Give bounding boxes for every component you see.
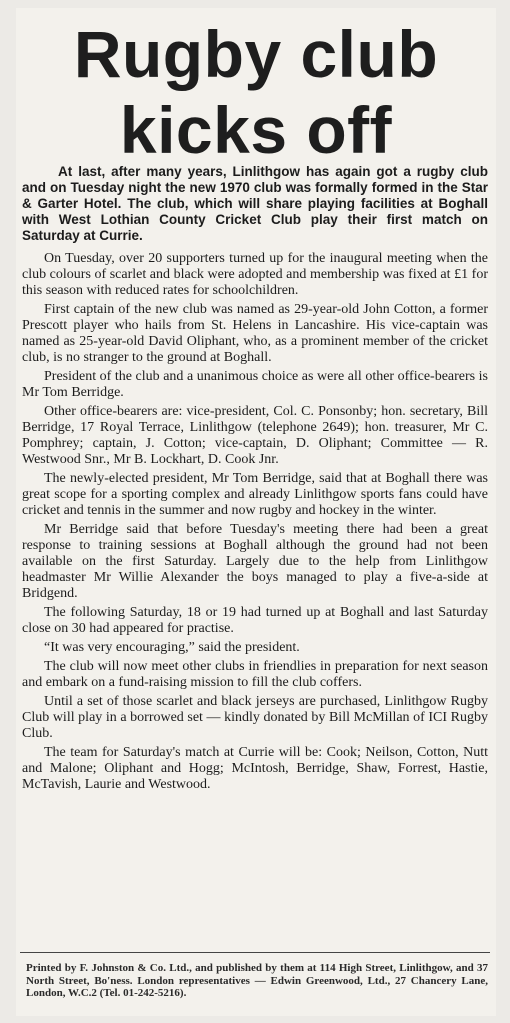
- paragraph-practise: The following Saturday, 18 or 19 had turned up at Boghall and last Saturday close on 30 had appeared for practise.: [22, 605, 488, 636]
- newspaper-clipping: [16, 8, 496, 1016]
- paragraph-sporting-complex: The newly-elected president, Mr Tom Berridge, said that at Boghall there was great scope for a sporting complex and already Linlithgow sports fans could have cricket and tennis in the summer and now rugby and hockey in the winter.: [22, 471, 488, 518]
- lead-paragraph: At last, after many years, Linlithgow has again got a rugby club and on Tuesday night the new 1970 club was formally formed in the Star & Garter Hotel. The club, which will share playing facilities at Boghall with West Lothian County Cricket Club play their first match on Saturday at Currie.: [22, 164, 488, 243]
- paragraph-office-bearers: Other office-bearers are: vice-president, Col. C. Ponsonby; hon. secretary, Bill Berridge, 17 Royal Terrace, Linlithgow (telephone 2649); hon. treasurer, Mr C. Pomphrey; captain, J. Cotton; vice-captain, D. Oliphant; Committee — R. Westwood Snr., Mr B. Lockhart, D. Cook Jnr.: [22, 404, 488, 467]
- headline-line-2: kicks off: [119, 93, 393, 167]
- paragraph-jerseys: Until a set of those scarlet and black jerseys are purchased, Linlithgow Rugby Club will play in a borrowed set — kindly donated by Bill McMillan of ICI Rugby Club.: [22, 694, 488, 741]
- paragraph-quote: “It was very encouraging,” said the president.: [44, 640, 300, 655]
- paragraph-supporters: On Tuesday, over 20 supporters turned up for the inaugural meeting when the club colours of scarlet and black were adopted and membership was fixed at £1 for this season with reduced rates for schoolchildren.: [22, 251, 488, 298]
- printer-imprint: Printed by F. Johnston & Co. Ltd., and published by them at 114 High Street, Linlithgow, and 37 North Street, Bo'ness. London representatives — Edwin Greenwood, Ltd., 27 Chancery Lane, London, W.C.2 (Tel. 01-242-5216).: [26, 962, 488, 1000]
- paragraph-friendlies: The club will now meet other clubs in friendlies in preparation for next season and embark on a fund-raising mission to fill the club coffers.: [22, 659, 488, 690]
- article-body: [22, 164, 488, 796]
- headline-line-1: Rugby club: [73, 17, 439, 91]
- paragraph-president: President of the club and a unanimous choice as were all other office-bearers is Mr Tom Berridge.: [22, 369, 488, 400]
- paragraph-team: The team for Saturday's match at Currie will be: Cook; Neilson, Cotton, Nutt and Malone; Oliphant and Hogg; McIntosh, Berridge, Shaw, Forrest, Hastie, McTavish, Laurie and Westwood.: [22, 745, 488, 792]
- footer-divider: [20, 952, 490, 953]
- headline: [16, 16, 496, 168]
- paragraph-captain: First captain of the new club was named as 29-year-old John Cotton, a former Prescott player who hails from St. Helens in Lancashire. His vice-captain was named as 25-year-old David Oliphant, who, as a prominent member of the cricket club, is no stranger to the ground at Boghall.: [22, 302, 488, 365]
- paragraph-training: Mr Berridge said that before Tuesday's meeting there had been a great response to training sessions at Boghall although the ground had not been available on the first Saturday. Largely due to the help from Linlithgow headmaster Mr Willie Alexander the boys managed to play a five-a-side at Bridgend.: [22, 522, 488, 601]
